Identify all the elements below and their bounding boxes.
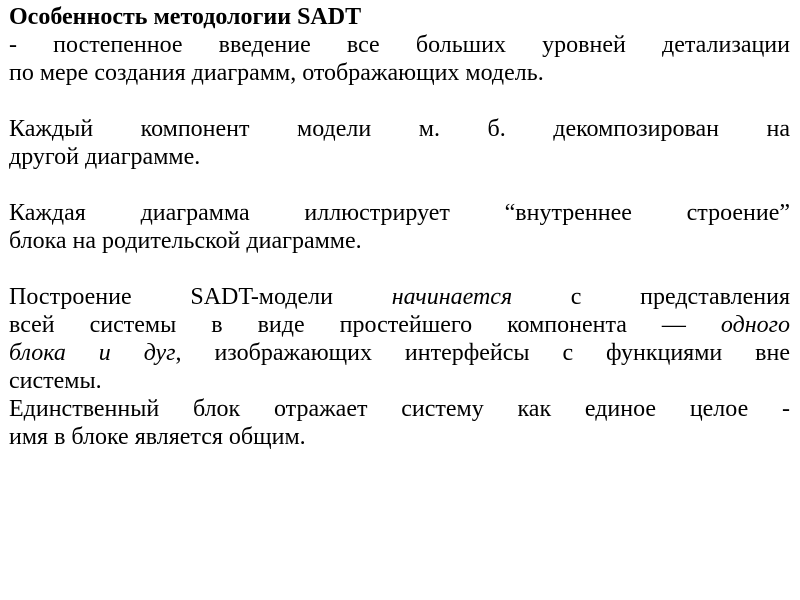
spacer: [9, 87, 790, 115]
paragraph-model-construction-line-1: [9, 283, 790, 311]
slide-title: Особенность методологии SADT: [9, 4, 362, 30]
paragraph-decomposition-line-1: Каждый компонент модели м. б. декомпозирован на: [9, 116, 790, 142]
paragraph-model-construction-line-3: [9, 339, 790, 367]
paragraph-single-block-line-1: Единственный блок отражает систему как единое целое -: [9, 396, 790, 422]
paragraph-detailing: [9, 31, 790, 87]
text-fragment: с представления: [512, 284, 790, 310]
text-fragment: Построение SADT-модели: [9, 284, 392, 310]
paragraph-decomposition: [9, 115, 790, 171]
spacer: [9, 171, 790, 199]
spacer: [9, 255, 790, 283]
paragraph-model-construction: [9, 283, 790, 395]
italic-fragment: одного: [720, 312, 790, 338]
paragraph-diagram-structure-line-2: блока на родительской диаграмме.: [9, 228, 362, 254]
paragraph-model-construction-line-4: системы.: [9, 368, 102, 394]
paragraph-diagram-structure: [9, 199, 790, 255]
paragraph-diagram-structure-line-1: Каждая диаграмма иллюстрирует “внутреннее строение”: [9, 200, 790, 226]
slide-content: [9, 3, 790, 451]
paragraph-model-construction-line-2: [9, 311, 790, 339]
paragraph-detailing-line-2: по мере создания диаграмм, отображающих модель.: [9, 60, 544, 86]
paragraph-decomposition-line-2: другой диаграмме.: [9, 144, 201, 170]
text-fragment: всей системы в виде простейшего компонента —: [9, 312, 721, 338]
paragraph-single-block-line-2: имя в блоке является общим.: [9, 424, 306, 450]
italic-fragment: начинается: [391, 284, 513, 310]
text-fragment: , изображающих интерфейсы с функциями вне: [175, 340, 790, 366]
paragraph-single-block: [9, 395, 790, 451]
paragraph-detailing-line-1: - постепенное введение все больших уровней детализации: [9, 32, 790, 58]
italic-fragment: блока и дуг: [9, 340, 176, 366]
